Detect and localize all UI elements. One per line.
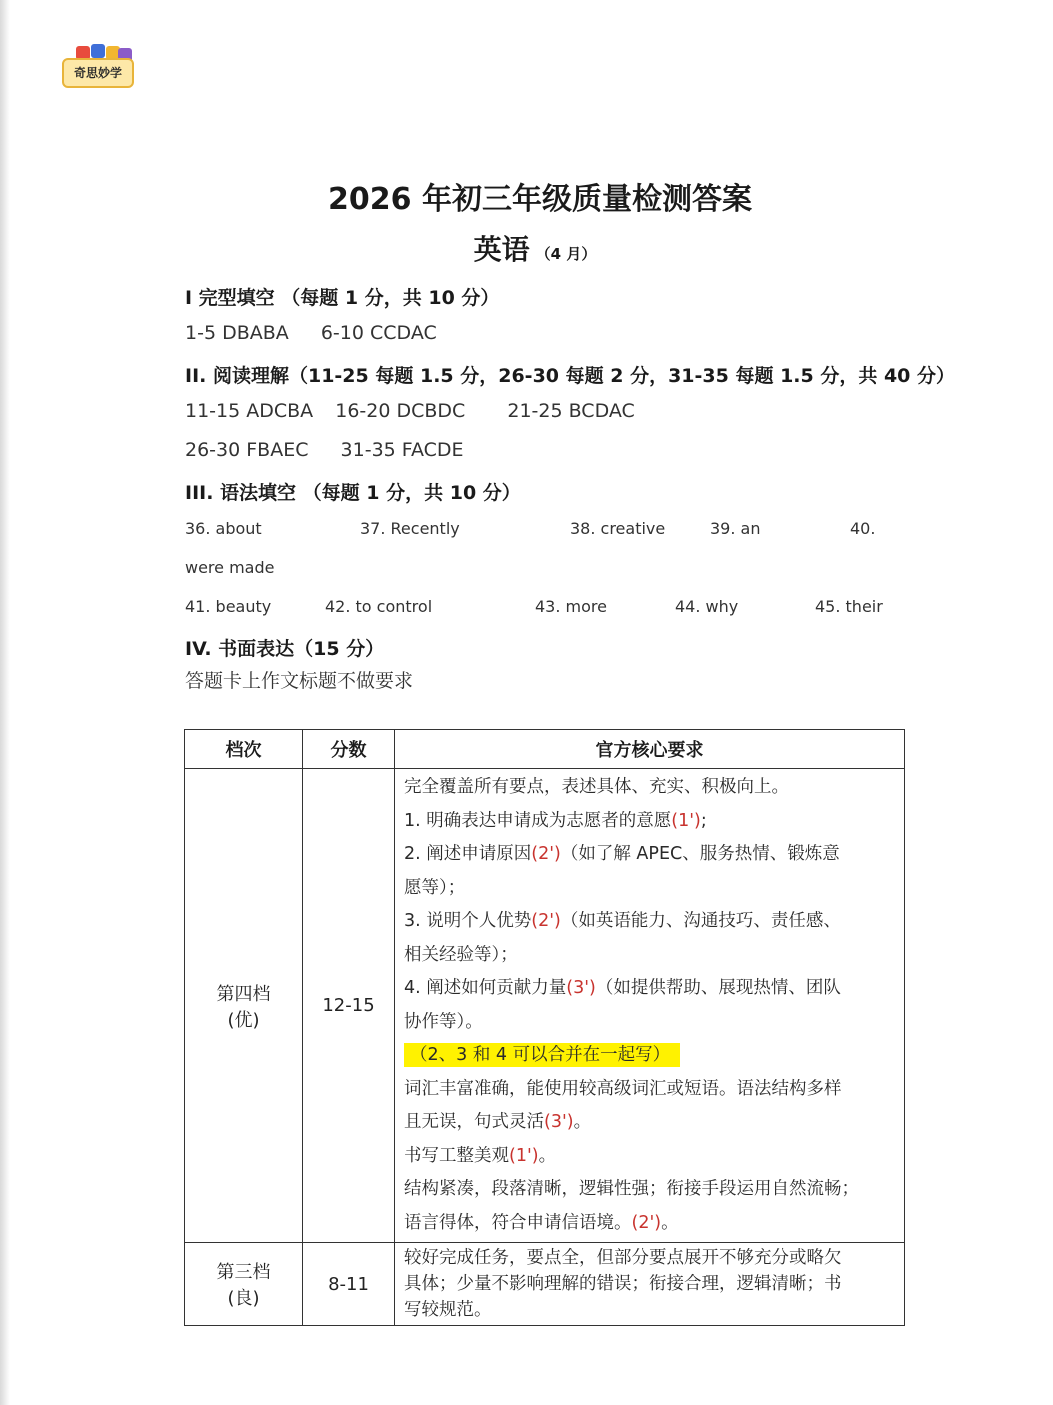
answer-group: 6-10 CCDAC xyxy=(320,322,437,344)
requirement-line xyxy=(404,1073,896,1107)
rubric-table xyxy=(184,729,905,1326)
header-score: 分数 xyxy=(303,730,395,769)
requirement-text: 3. 说明个人优势 xyxy=(404,911,532,931)
requirement-line xyxy=(404,1207,896,1241)
answer-group: 21-25 BCDAC xyxy=(507,400,635,422)
points-value: (3') xyxy=(566,978,596,998)
requirement-text: 语言得体，符合申请信语境。 xyxy=(404,1212,632,1233)
requirement-line xyxy=(404,1245,896,1271)
section-grammar-heading: III. 语法填空 （每题 1 分，共 10 分） xyxy=(185,482,521,504)
requirement-text: 且无误，句式灵活 xyxy=(404,1112,544,1132)
answer-group: 1-5 DBABA xyxy=(185,322,289,344)
grammar-answer: 38. creative xyxy=(570,519,666,538)
section-reading-heading: II. 阅读理解（11-25 每题 1.5 分，26-30 每题 2 分，31-35 每题 1.5 分，共 40 分） xyxy=(185,365,956,387)
requirement-text: 相关经验等）； xyxy=(404,944,518,965)
brand-logo xyxy=(62,44,136,90)
logo-text: 奇思妙学 xyxy=(73,66,122,80)
level4-score: 12-15 xyxy=(303,769,395,1243)
requirement-line xyxy=(404,872,896,906)
requirement-line xyxy=(404,939,896,973)
requirement-line xyxy=(404,1006,896,1040)
level-grade: (优) xyxy=(227,1009,260,1031)
highlighted-note: （2、3 和 4 可以合并在一起写） xyxy=(404,1043,680,1067)
points-value: (2') xyxy=(531,911,561,931)
grammar-answer: 39. an xyxy=(710,519,761,538)
level-name: 第四档 xyxy=(216,983,271,1005)
table-row-level4 xyxy=(185,769,905,1243)
requirement-line xyxy=(404,1297,896,1323)
requirement-text: 较好完成任务，要点全，但部分要点展开不够充分或略欠 xyxy=(404,1248,842,1268)
grammar-answer: 44. why xyxy=(675,597,739,616)
level4-requirements xyxy=(395,769,905,1243)
requirement-text: 写较规范。 xyxy=(404,1300,492,1320)
requirement-line xyxy=(404,1106,896,1140)
table-row-level3 xyxy=(185,1243,905,1326)
grammar-answer: 42. to control xyxy=(325,597,433,616)
reading-answers-row-2 xyxy=(185,439,464,461)
subject-title xyxy=(0,228,1053,268)
requirement-text: 。 xyxy=(573,1112,592,1132)
requirement-text: 愿等）； xyxy=(404,877,466,898)
points-value: (1') xyxy=(671,810,701,831)
requirement-text: 完全覆盖所有要点，表述具体、充实、积极向上。 xyxy=(404,777,789,797)
level3-score: 8-11 xyxy=(303,1243,395,1326)
answer-group: 16-20 DCBDC xyxy=(335,400,466,422)
logo-block-icon xyxy=(91,44,105,58)
requirement-text: 具体；少量不影响理解的错误；衔接合理，逻辑清晰；书 xyxy=(404,1274,842,1294)
requirement-text: （如了解 APEC、服务热情、锻炼意 xyxy=(560,844,840,864)
points-value: (2') xyxy=(531,844,561,864)
reading-answers-row-1 xyxy=(185,400,635,422)
requirement-line xyxy=(404,1271,896,1297)
level4-cell xyxy=(185,769,303,1243)
requirement-text: 词汇丰富准确，能使用较高级词汇或短语。语法结构多样 xyxy=(404,1078,842,1099)
answer-group: 11-15 ADCBA xyxy=(185,400,314,422)
requirement-line xyxy=(404,972,896,1006)
requirement-text: 结构紧凑，段落清晰，逻辑性强；衔接手段运用自然流畅； xyxy=(404,1179,859,1199)
requirement-text: 。 xyxy=(661,1212,679,1233)
grammar-answer: 41. beauty xyxy=(185,597,272,616)
requirement-line xyxy=(404,905,896,939)
level-grade: (良) xyxy=(227,1288,260,1309)
requirement-text: ; xyxy=(700,810,707,831)
requirement-text: 。 xyxy=(538,1145,557,1166)
requirement-line xyxy=(404,1173,896,1207)
grammar-answer: 37. Recently xyxy=(360,519,460,538)
header-requirements: 官方核心要求 xyxy=(395,730,905,769)
grammar-answer: 40. xyxy=(850,519,876,538)
grammar-answer: 36. about xyxy=(185,519,262,538)
requirement-text: 2. 阐述申请原因 xyxy=(404,844,532,864)
requirement-text: 1. 明确表达申请成为志愿者的意愿 xyxy=(404,810,672,831)
requirement-text: 书写工整美观 xyxy=(404,1145,509,1166)
answer-group: 31-35 FACDE xyxy=(340,439,464,461)
points-value: (1') xyxy=(509,1145,539,1166)
grammar-answer: 45. their xyxy=(815,597,883,616)
level-name: 第三档 xyxy=(216,1262,271,1283)
requirement-text: （如英语能力、沟通技巧、责任感、 xyxy=(560,911,841,931)
table-header-row xyxy=(185,730,905,769)
subject-name: 英语 xyxy=(473,233,530,266)
cloze-answers xyxy=(185,322,437,344)
requirement-text: 协作等）。 xyxy=(404,1011,483,1032)
writing-note: 答题卡上作文标题不做要求 xyxy=(185,670,414,692)
page-title: 2026 年初三年级质量检测答案 xyxy=(328,182,752,217)
requirement-line xyxy=(404,838,896,872)
grammar-answer: 43. more xyxy=(535,597,607,616)
points-value: (2') xyxy=(631,1212,662,1233)
points-value: (3') xyxy=(544,1112,574,1132)
level3-requirements xyxy=(395,1243,905,1326)
requirement-text: （如提供帮助、展现热情、团队 xyxy=(595,978,841,998)
section-cloze-heading: I 完型填空 （每题 1 分，共 10 分） xyxy=(185,287,500,309)
requirement-line xyxy=(404,805,896,839)
requirement-line xyxy=(404,1140,896,1174)
section-writing-heading: IV. 书面表达（15 分） xyxy=(185,638,385,660)
requirement-line xyxy=(404,1039,896,1073)
requirement-text: 4. 阐述如何贡献力量 xyxy=(404,978,567,998)
grammar-answer: were made xyxy=(185,558,275,577)
requirement-line xyxy=(404,771,896,805)
header-level: 档次 xyxy=(185,730,303,769)
level3-cell xyxy=(185,1243,303,1326)
answer-group: 26-30 FBAEC xyxy=(185,439,309,461)
exam-month: （4 月） xyxy=(535,245,597,263)
